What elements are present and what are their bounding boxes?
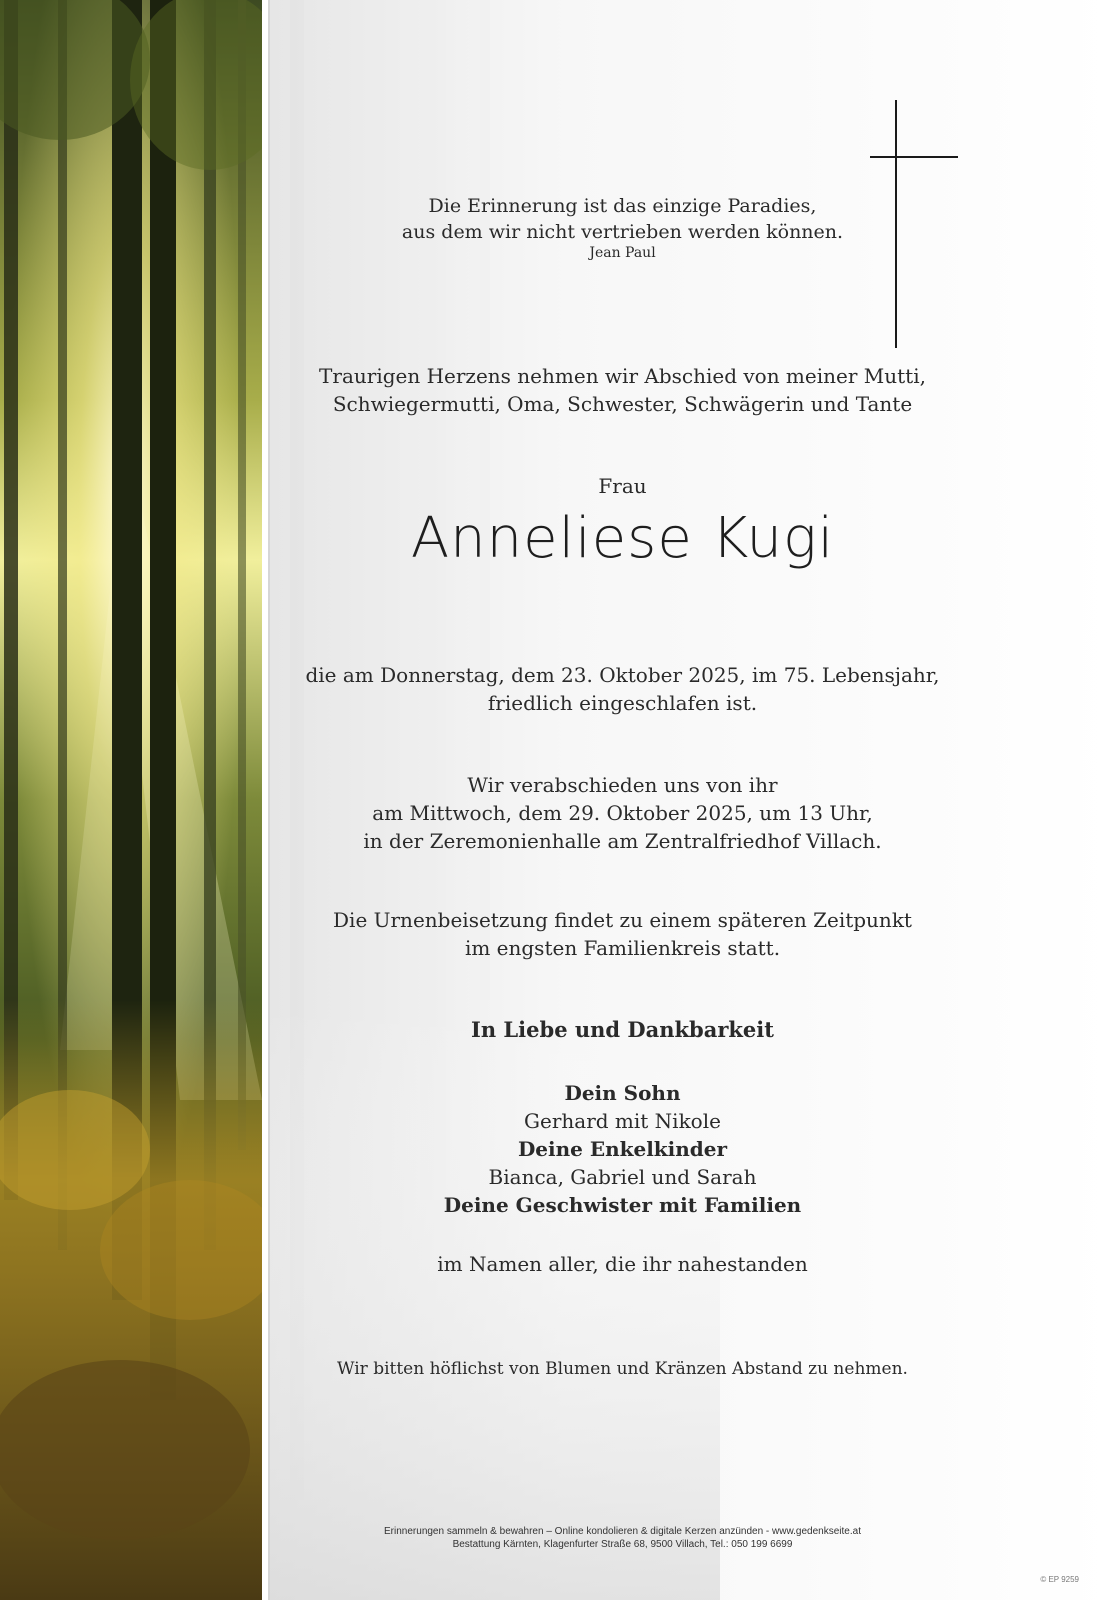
son-heading: Dein Sohn bbox=[564, 1081, 681, 1105]
farewell-line: Wir verabschieden uns von ihr bbox=[467, 773, 778, 797]
quote-author: Jean Paul bbox=[589, 245, 656, 261]
footer-line: Erinnerungen sammeln & bewahren – Online kondolieren & digitale Kerzen anzünden - www.gedenkseite.at bbox=[384, 1526, 861, 1537]
footer bbox=[290, 1525, 955, 1551]
quote-line: Die Erinnerung ist das einzige Paradies, bbox=[428, 195, 817, 217]
urn-line: im engsten Familienkreis statt. bbox=[464, 936, 781, 960]
footer-line: Bestattung Kärnten, Klagenfurter Straße 68, 9500 Villach, Tel.: 050 199 6699 bbox=[452, 1539, 793, 1550]
death-info-line: friedlich eingeschlafen ist. bbox=[487, 691, 758, 715]
intro-line: Traurigen Herzens nehmen wir Abschied von meiner Mutti, bbox=[319, 364, 926, 388]
flowers-request: Wir bitten höflichst von Blumen und Kränzen Abstand zu nehmen. bbox=[337, 1359, 908, 1379]
deceased-title: Frau bbox=[598, 474, 647, 498]
forest-photo bbox=[0, 0, 262, 1600]
memorial-quote bbox=[290, 193, 955, 245]
closing-phrase: In Liebe und Dankbarkeit bbox=[471, 1017, 774, 1042]
grandchildren-names: Bianca, Gabriel und Sarah bbox=[488, 1165, 757, 1189]
son-names: Gerhard mit Nikole bbox=[524, 1109, 721, 1133]
death-info-line: die am Donnerstag, dem 23. Oktober 2025, im 75. Lebensjahr, bbox=[305, 663, 940, 687]
reference-code: © EP 9259 bbox=[1040, 1575, 1079, 1584]
family-list bbox=[290, 1079, 955, 1219]
quote-line: aus dem wir nicht vertrieben werden können. bbox=[401, 221, 844, 243]
intro-line: Schwiegermutti, Oma, Schwester, Schwägerin und Tante bbox=[332, 392, 913, 416]
siblings-heading: Deine Geschwister mit Familien bbox=[443, 1193, 802, 1217]
deceased-name: Anneliese Kugi bbox=[410, 506, 835, 571]
farewell-line: in der Zeremonienhalle am Zentralfriedhof Villach. bbox=[363, 829, 882, 853]
death-info bbox=[290, 661, 955, 717]
urn-line: Die Urnenbeisetzung findet zu einem späteren Zeitpunkt bbox=[333, 908, 912, 932]
farewell-line: am Mittwoch, dem 29. Oktober 2025, um 13 Uhr, bbox=[372, 801, 873, 825]
on-behalf-text: im Namen aller, die ihr nahestanden bbox=[437, 1252, 808, 1276]
grandchildren-heading: Deine Enkelkinder bbox=[517, 1137, 728, 1161]
intro-text bbox=[290, 362, 955, 418]
urn-info bbox=[290, 906, 955, 962]
farewell-info bbox=[290, 771, 955, 855]
